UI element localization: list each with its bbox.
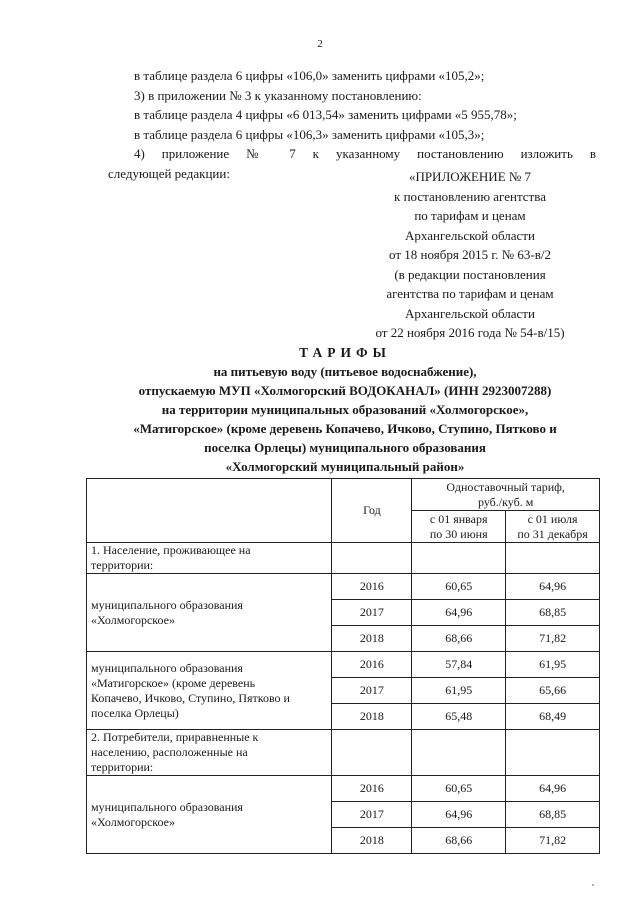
section-1-title <box>87 543 332 574</box>
tariff-value-h1: 60,65 <box>412 574 506 600</box>
appendix-line: (в редакции постановления <box>394 266 546 282</box>
appendix-line: «ПРИЛОЖЕНИЕ № 7 <box>408 169 532 184</box>
appendix-line: к постановлению агентства <box>394 188 546 204</box>
empty-cell <box>506 730 600 776</box>
group-label-line: муниципального образования <box>91 799 243 814</box>
tariff-value-h2: 65,66 <box>506 678 600 704</box>
year-cell: 2016 <box>332 652 412 678</box>
scan-speck <box>592 884 594 886</box>
group-label-line: «Матигорское» (кроме деревень <box>91 675 256 690</box>
appendix-line: агентства по тарифам и ценам <box>386 286 554 301</box>
header-tariff <box>412 479 600 511</box>
title-line: поселка Орлецы) муниципального образования <box>204 440 486 455</box>
body-line: в таблице раздела 6 цифры «106,0» заменить цифрами «105,2»; <box>134 68 485 83</box>
year-cell: 2017 <box>332 678 412 704</box>
year-cell: 2018 <box>332 828 412 854</box>
tariff-value-h2: 71,82 <box>506 828 600 854</box>
year-cell: 2017 <box>332 802 412 828</box>
year-cell: 2016 <box>332 574 412 600</box>
group-label <box>87 574 332 652</box>
tariff-value-h2: 68,85 <box>506 600 600 626</box>
group-label-line: Копачево, Ичково, Ступино, Пятково и <box>91 690 290 705</box>
body-line: 3) в приложении № 3 к указанному постановлению: <box>134 87 422 103</box>
page-number: 2 <box>317 38 323 50</box>
header-period-2-line: по 31 декабря <box>517 526 588 541</box>
body-text <box>108 66 596 183</box>
year-cell: 2018 <box>332 626 412 652</box>
tariff-value-h1: 65,48 <box>412 704 506 730</box>
tariff-value-h1: 68,66 <box>412 626 506 652</box>
header-empty-cell <box>87 479 332 543</box>
tariff-value-h2: 64,96 <box>506 574 600 600</box>
tariff-value-h1: 60,65 <box>412 776 506 802</box>
header-year: Год <box>332 479 412 543</box>
section-1-line: 1. Население, проживающее на <box>91 543 251 557</box>
title-line: отпускаемую МУП «Холмогорский ВОДОКАНАЛ» (ИНН 2923007288) <box>138 383 552 398</box>
section-2-title <box>87 730 332 776</box>
tariff-value-h2: 61,95 <box>506 652 600 678</box>
group-label-line: «Холмогорское» <box>91 814 175 829</box>
year-cell: 2018 <box>332 704 412 730</box>
body-line: следующей редакции: <box>108 165 230 181</box>
title-line: «Матигорское» (кроме деревень Копачево, Ичково, Ступино, Пятково и <box>133 421 557 436</box>
appendix-line: Архангельской области <box>405 305 535 321</box>
section-1-line: территории: <box>91 558 154 572</box>
header-period-2 <box>506 511 600 543</box>
title-line: «Холмогорский муниципальный район» <box>225 459 465 474</box>
title-line: на питьевую воду (питьевое водоснабжение), <box>213 364 477 379</box>
header-period-2-line: с 01 июля <box>527 511 578 526</box>
section-2-line: территории: <box>91 760 154 774</box>
header-tariff-line: Одноставочный тариф, <box>446 479 565 494</box>
body-line: в таблице раздела 4 цифры «6 013,54» заменить цифрами «5 955,78»; <box>134 107 517 122</box>
document-title <box>60 343 630 476</box>
group-label-line: муниципального образования <box>91 660 243 675</box>
year-cell: 2017 <box>332 600 412 626</box>
appendix-line: от 22 ноября 2016 года № 54-в/15) <box>375 325 565 340</box>
tariff-value-h1: 64,96 <box>412 802 506 828</box>
header-period-1-line: по 30 июня <box>429 526 488 541</box>
tariff-value-h2: 68,85 <box>506 802 600 828</box>
empty-cell <box>332 543 412 574</box>
tariff-value-h1: 61,95 <box>412 678 506 704</box>
title-main: ТАРИФЫ <box>299 345 391 360</box>
tariff-value-h1: 57,84 <box>412 652 506 678</box>
tariff-table <box>86 478 600 854</box>
empty-cell <box>412 730 506 776</box>
empty-cell <box>506 543 600 574</box>
header-period-1-line: с 01 января <box>429 511 488 526</box>
body-line: в таблице раздела 6 цифры «106,3» заменить цифрами «105,3»; <box>134 126 485 142</box>
tariff-value-h2: 71,82 <box>506 626 600 652</box>
group-label-line: поселка Орлецы) <box>91 705 179 720</box>
group-label-line: «Холмогорское» <box>91 612 175 627</box>
empty-cell <box>332 730 412 776</box>
body-line: 4) приложение № 7 к указанному постановлению изложить в <box>134 146 596 161</box>
group-label <box>87 652 332 730</box>
header-period-1 <box>412 511 506 543</box>
group-label-line: муниципального образования <box>91 597 243 612</box>
header-tariff-line: руб./куб. м <box>477 494 534 509</box>
tariff-value-h2: 64,96 <box>506 776 600 802</box>
empty-cell <box>412 543 506 574</box>
title-line: на территории муниципальных образований «Холмогорское», <box>161 402 529 417</box>
tariff-value-h1: 64,96 <box>412 600 506 626</box>
year-cell: 2016 <box>332 776 412 802</box>
appendix-line: по тарифам и ценам <box>414 208 526 223</box>
appendix-line: Архангельской области <box>405 227 535 243</box>
section-2-line: населению, расположенные на <box>91 745 248 759</box>
tariff-value-h2: 68,49 <box>506 704 600 730</box>
appendix-line: от 18 ноября 2015 г. № 63-в/2 <box>389 247 551 262</box>
appendix-header <box>345 167 595 343</box>
section-2-line: 2. Потребители, приравненные к <box>91 730 259 744</box>
group-label <box>87 776 332 854</box>
tariff-value-h1: 68,66 <box>412 828 506 854</box>
